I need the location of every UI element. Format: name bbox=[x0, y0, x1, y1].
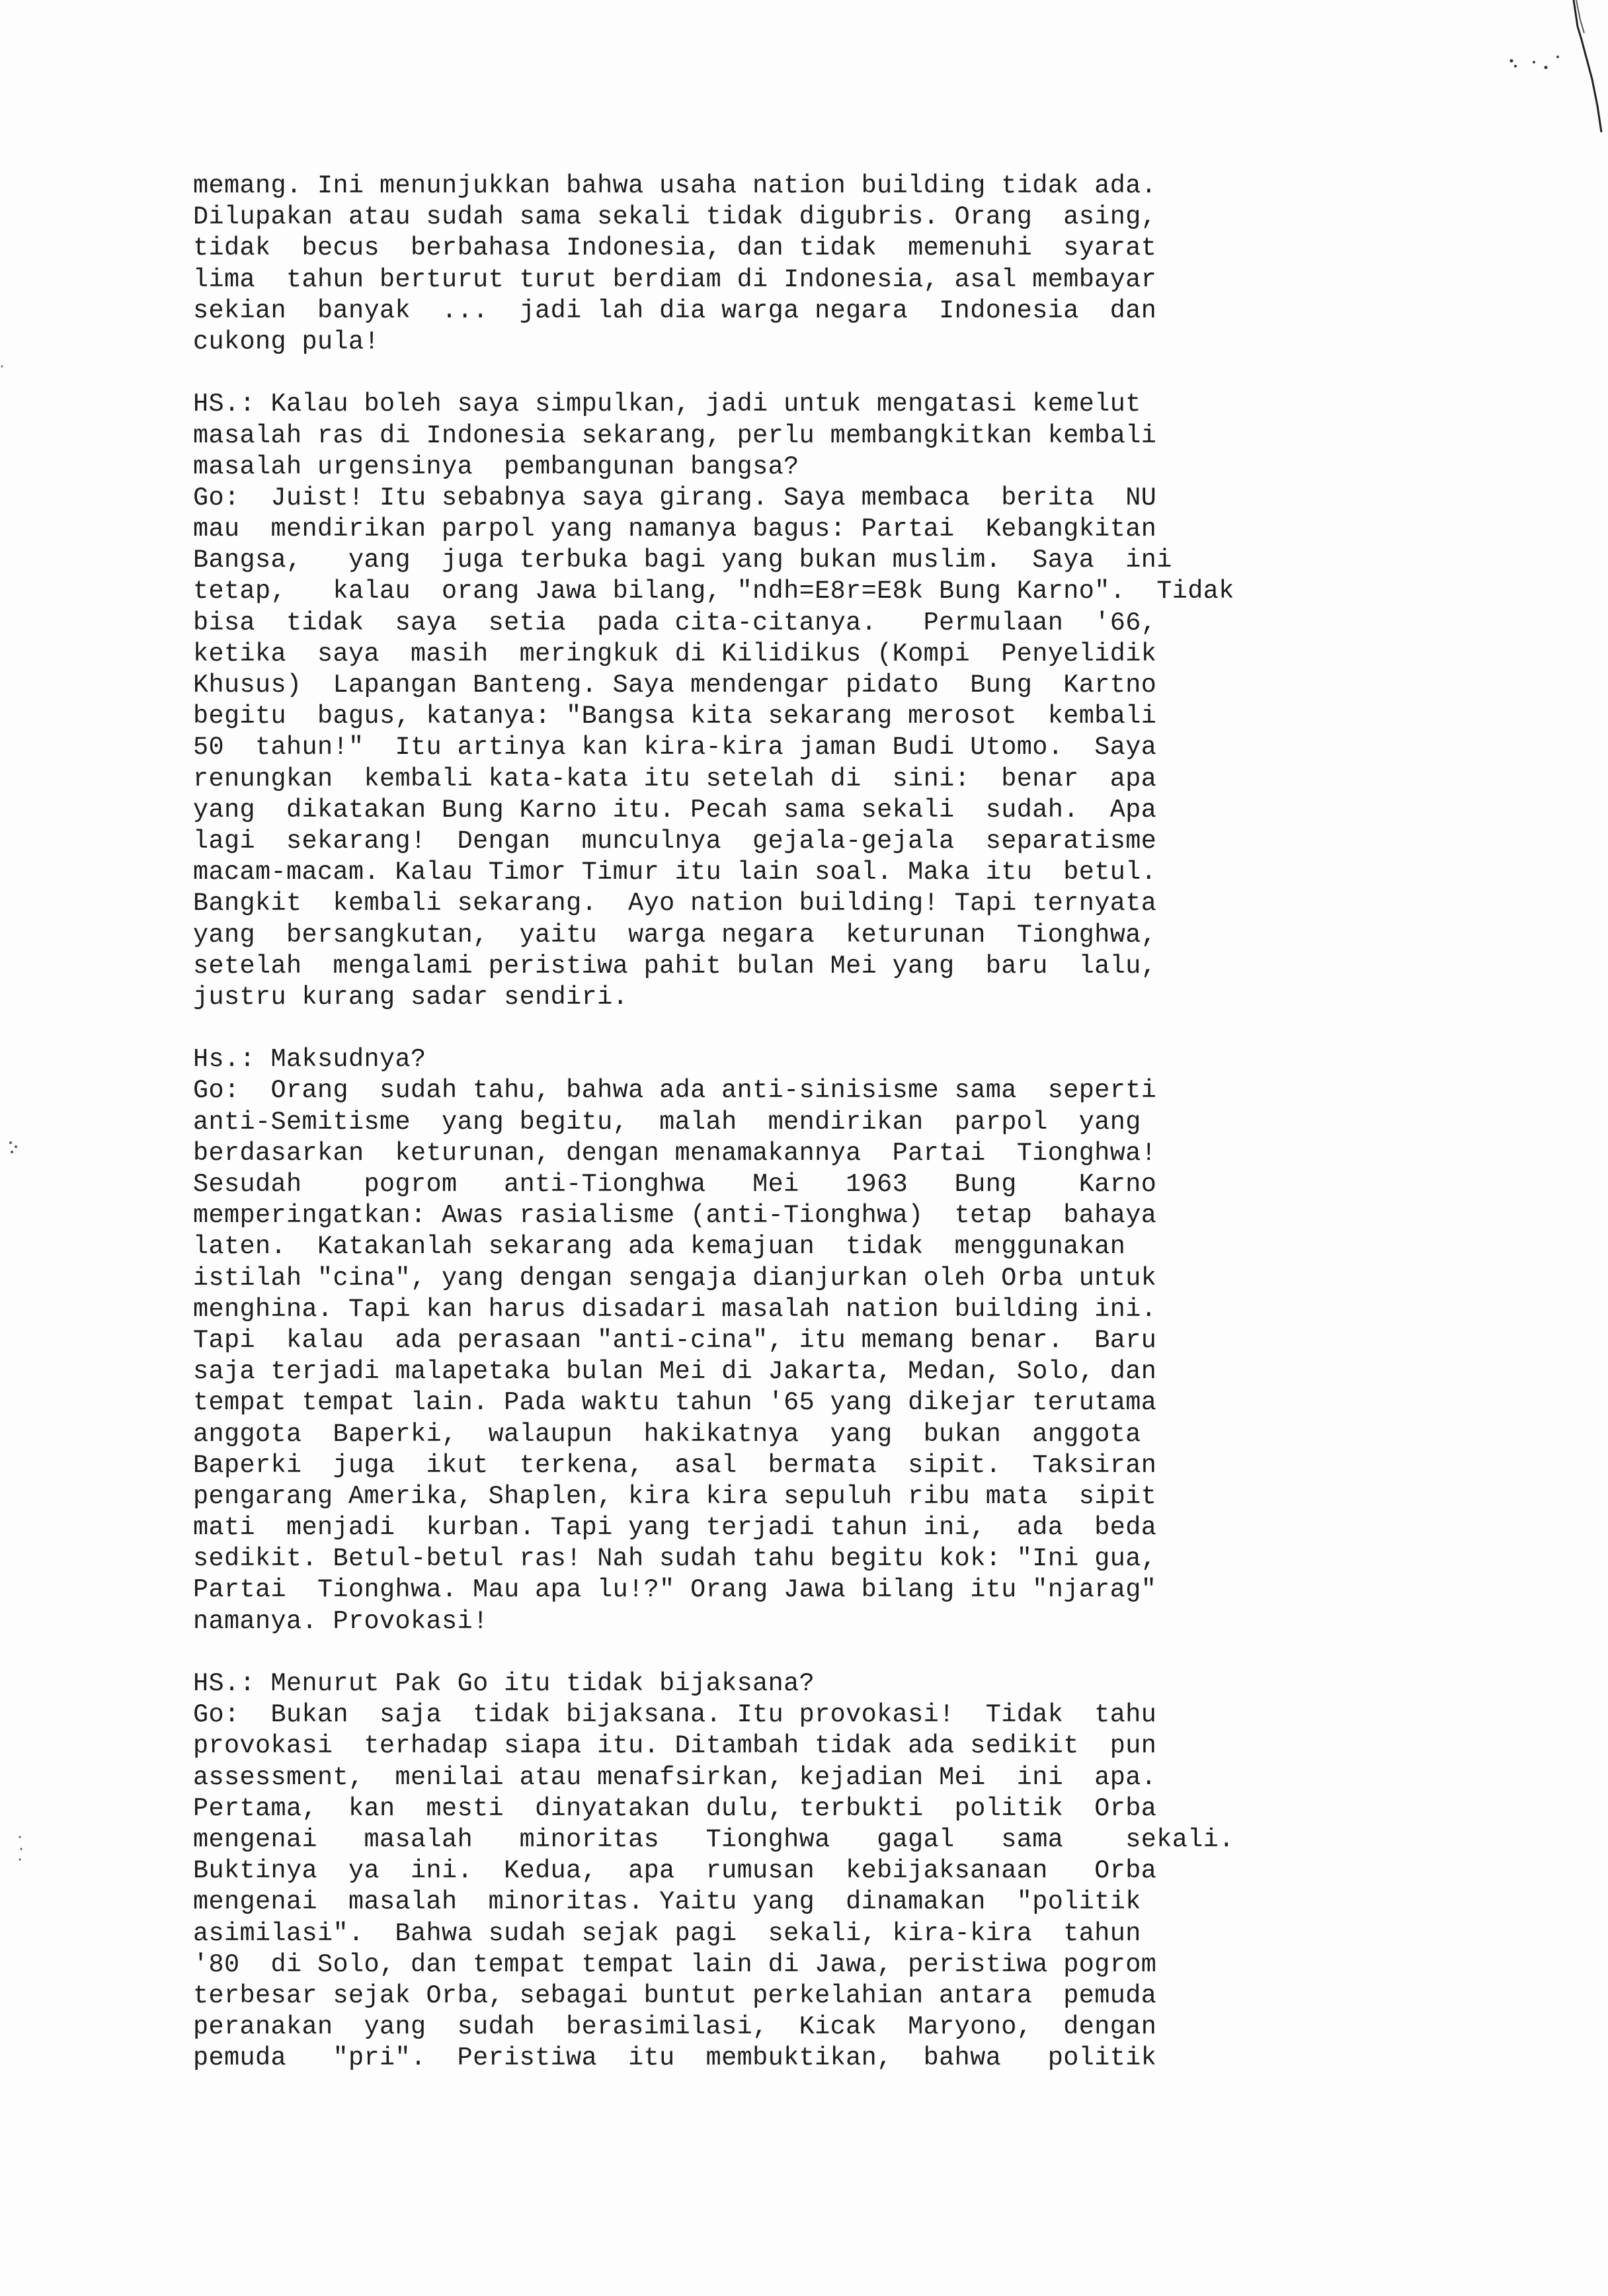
text-line: Partai Tionghwa. Mau apa lu!?" Orang Jawa bilang itu "njarag" bbox=[193, 1575, 1157, 1605]
text-line: begitu bagus, katanya: "Bangsa kita sekarang merosot kembali bbox=[193, 702, 1157, 731]
text-line: Bangsa, yang juga terbuka bagi yang bukan muslim. Saya ini bbox=[193, 546, 1172, 575]
text-line: masalah urgensinya pembangunan bangsa? bbox=[193, 452, 799, 481]
paragraph-3 bbox=[193, 1044, 1304, 1637]
paragraph-1 bbox=[193, 171, 1304, 358]
scan-speckle bbox=[1508, 53, 1567, 79]
text-line: Khusus) Lapangan Banteng. Saya mendengar pidato Bung Kartno bbox=[193, 671, 1157, 700]
text-line: lima tahun berturut turut berdiam di Indonesia, asal membayar bbox=[193, 265, 1157, 294]
interview-transcript bbox=[193, 171, 1304, 2074]
paragraph-spacer bbox=[193, 1637, 1304, 1668]
paragraph-spacer bbox=[193, 1013, 1304, 1044]
scan-corner-mark bbox=[1572, 0, 1604, 132]
text-line: '80 di Solo, dan tempat tempat lain di Jawa, peristiwa pogrom bbox=[193, 1949, 1157, 1979]
text-line: asimilasi". Bahwa sudah sejak pagi sekali, kira-kira tahun bbox=[193, 1918, 1141, 1948]
scan-speckle bbox=[0, 357, 5, 377]
text-line: macam-macam. Kalau Timor Timur itu lain soal. Maka itu betul. bbox=[193, 858, 1157, 887]
text-line: pemuda "pri". Peristiwa itu membuktikan, bahwa politik bbox=[193, 2043, 1157, 2073]
paragraph-4 bbox=[193, 1668, 1304, 2074]
text-line: berdasarkan keturunan, dengan menamakannya Partai Tionghwa! bbox=[193, 1138, 1157, 1168]
text-line: mau mendirikan parpol yang namanya bagus: Partai Kebangkitan bbox=[193, 514, 1157, 544]
text-line: memang. Ini menunjukkan bahwa usaha nation building tidak ada. bbox=[193, 171, 1157, 200]
text-line: assessment, menilai atau menafsirkan, kejadian Mei ini apa. bbox=[193, 1762, 1157, 1792]
text-line: Go: Bukan saja tidak bijaksana. Itu provokasi! Tidak tahu bbox=[193, 1700, 1157, 1730]
text-line: laten. Katakanlah sekarang ada kemajuan tidak menggunakan bbox=[193, 1232, 1126, 1262]
text-line: Bangkit kembali sekarang. Ayo nation building! Tapi ternyata bbox=[193, 889, 1157, 919]
paragraph-spacer bbox=[193, 358, 1304, 389]
paragraph-2 bbox=[193, 389, 1304, 1013]
text-line: justru kurang sadar sendiri. bbox=[193, 982, 629, 1012]
text-line: peranakan yang sudah berasimilasi, Kicak Maryono, dengan bbox=[193, 2012, 1157, 2042]
text-line: mengenai masalah minoritas Tionghwa gagal sama sekali. bbox=[193, 1824, 1234, 1854]
scan-speckle bbox=[16, 1832, 25, 1865]
text-line: anti-Semitisme yang begitu, malah mendirikan parpol yang bbox=[193, 1107, 1141, 1137]
text-line: menghina. Tapi kan harus disadari masalah nation building ini. bbox=[193, 1294, 1157, 1324]
text-line: saja terjadi malapetaka bulan Mei di Jakarta, Medan, Solo, dan bbox=[193, 1357, 1157, 1387]
text-line: tetap, kalau orang Jawa bilang, "ndh=E8r=E8k Bung Karno". Tidak bbox=[193, 577, 1234, 606]
text-line: HS.: Kalau boleh saya simpulkan, jadi untuk mengatasi kemelut bbox=[193, 390, 1141, 419]
text-line: masalah ras di Indonesia sekarang, perlu membangkitkan kembali bbox=[193, 421, 1157, 450]
text-line: bisa tidak saya setia pada cita-citanya. Permulaan '66, bbox=[193, 608, 1157, 637]
text-line: terbesar sejak Orba, sebagai buntut perkelahian antara pemuda bbox=[193, 1981, 1157, 2010]
text-line: Buktinya ya ini. Kedua, apa rumusan kebijaksanaan Orba bbox=[193, 1856, 1157, 1886]
text-line: anggota Baperki, walaupun hakikatnya yang bukan anggota bbox=[193, 1419, 1141, 1449]
text-line: istilah "cina", yang dengan sengaja dianjurkan oleh Orba untuk bbox=[193, 1263, 1157, 1293]
text-line: 50 tahun!" Itu artinya kan kira-kira jaman Budi Utomo. Saya bbox=[193, 733, 1157, 762]
text-line: ketika saya masih meringkuk di Kilidikus (Kompi Penyelidik bbox=[193, 639, 1157, 669]
text-line: Hs.: Maksudnya? bbox=[193, 1045, 426, 1075]
text-line: mengenai masalah minoritas. Yaitu yang dinamakan "politik bbox=[193, 1887, 1141, 1917]
text-line: Baperki juga ikut terkena, asal bermata sipit. Taksiran bbox=[193, 1450, 1157, 1480]
text-line: namanya. Provokasi! bbox=[193, 1606, 489, 1636]
text-line: Pertama, kan mesti dinyatakan dulu, terbukti politik Orba bbox=[193, 1793, 1157, 1823]
text-line: sekian banyak ... jadi lah dia warga negara Indonesia dan bbox=[193, 296, 1157, 325]
text-line: cukong pula! bbox=[193, 327, 380, 356]
scan-speckle bbox=[7, 1137, 22, 1157]
text-line: Go: Orang sudah tahu, bahwa ada anti-sinisisme sama seperti bbox=[193, 1076, 1157, 1106]
text-line: renungkan kembali kata-kata itu setelah di sini: benar apa bbox=[193, 764, 1157, 794]
text-line: HS.: Menurut Pak Go itu tidak bijaksana? bbox=[193, 1669, 815, 1698]
text-line: mati menjadi kurban. Tapi yang terjadi tahun ini, ada beda bbox=[193, 1513, 1157, 1543]
text-line: lagi sekarang! Dengan munculnya gejala-gejala separatisme bbox=[193, 826, 1157, 856]
text-line: setelah mengalami peristiwa pahit bulan Mei yang baru lalu, bbox=[193, 951, 1157, 981]
text-line: Tapi kalau ada perasaan "anti-cina", itu memang benar. Baru bbox=[193, 1325, 1157, 1355]
text-line: provokasi terhadap siapa itu. Ditambah tidak ada sedikit pun bbox=[193, 1731, 1157, 1761]
text-line: Dilupakan atau sudah sama sekali tidak digubris. Orang asing, bbox=[193, 202, 1157, 232]
text-line: Go: Juist! Itu sebabnya saya girang. Saya membaca berita NU bbox=[193, 483, 1157, 512]
text-line: Sesudah pogrom anti-Tionghwa Mei 1963 Bung Karno bbox=[193, 1170, 1157, 1199]
text-line: yang dikatakan Bung Karno itu. Pecah sama sekali sudah. Apa bbox=[193, 795, 1157, 825]
text-line: pengarang Amerika, Shaplen, kira kira sepuluh ribu mata sipit bbox=[193, 1481, 1157, 1511]
text-line: yang bersangkutan, yaitu warga negara keturunan Tionghwa, bbox=[193, 920, 1157, 950]
text-line: memperingatkan: Awas rasialisme (anti-Tionghwa) tetap bahaya bbox=[193, 1201, 1157, 1231]
text-line: tidak becus berbahasa Indonesia, dan tidak memenuhi syarat bbox=[193, 233, 1157, 263]
text-line: sedikit. Betul-betul ras! Nah sudah tahu begitu kok: "Ini gua, bbox=[193, 1544, 1157, 1574]
text-line: tempat tempat lain. Pada waktu tahun '65 yang dikejar terutama bbox=[193, 1388, 1157, 1418]
